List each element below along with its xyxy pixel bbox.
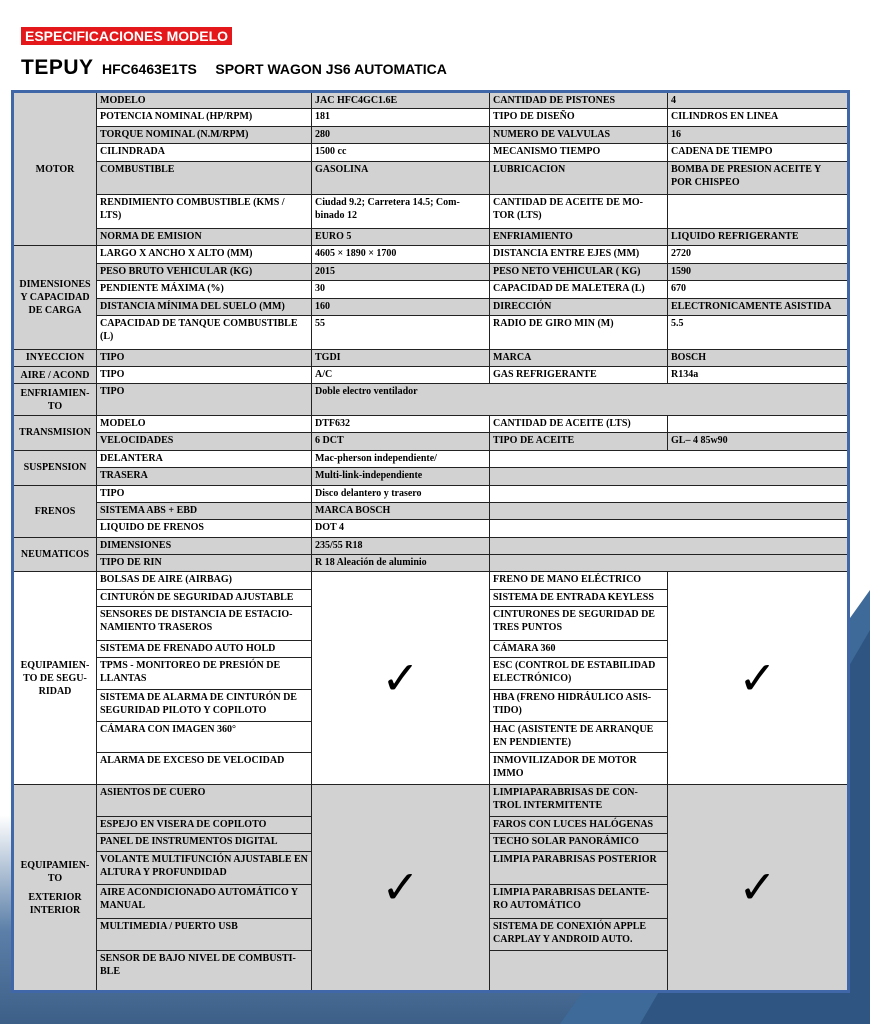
spec-label: NUMERO DE VALVULAS bbox=[490, 126, 668, 143]
feature-item: HAC (ASISTENTE DE ARRANQUE EN PENDIENTE) bbox=[490, 721, 668, 753]
section-dimensiones: DIMENSIONES Y CAPACIDAD DE CARGA bbox=[13, 246, 97, 349]
spec-value: 6 DCT bbox=[312, 433, 490, 450]
section-exterior-label: EQUIPAMIEN-TO bbox=[20, 859, 90, 884]
table-row bbox=[13, 537, 849, 554]
spec-empty bbox=[490, 450, 849, 467]
section-badge: ESPECIFICACIONES MODELO bbox=[21, 27, 232, 45]
feature-item: FAROS CON LUCES HALÓGENAS bbox=[490, 816, 668, 833]
section-enfriamiento: ENFRIAMIEN-TO bbox=[13, 384, 97, 416]
spec-value: BOMBA DE PRESION ACEITE Y POR CHISPEO bbox=[668, 161, 849, 195]
spec-label: TIPO bbox=[97, 485, 312, 502]
spec-value: Disco delantero y trasero bbox=[312, 485, 490, 502]
spec-value: EURO 5 bbox=[312, 229, 490, 246]
spec-label: RENDIMIENTO COMBUSTIBLE (KMS / LTS) bbox=[97, 195, 312, 229]
check-icon: ✓ bbox=[312, 572, 490, 785]
section-inyeccion: INYECCION bbox=[13, 349, 97, 366]
spec-label: CANTIDAD DE ACEITE DE MO-TOR (LTS) bbox=[490, 195, 668, 229]
feature-item: SENSOR DE BAJO NIVEL DE COMBUSTI-BLE bbox=[97, 950, 312, 991]
table-row bbox=[13, 450, 849, 467]
section-interior-label: EXTERIOR INTERIOR bbox=[28, 891, 82, 916]
spec-label: GAS REFRIGERANTE bbox=[490, 367, 668, 384]
spec-empty bbox=[490, 537, 849, 554]
spec-table bbox=[11, 90, 850, 993]
spec-value: 55 bbox=[312, 315, 490, 349]
table-row bbox=[13, 349, 849, 366]
spec-label: NORMA DE EMISION bbox=[97, 229, 312, 246]
spec-label: CANTIDAD DE ACEITE (LTS) bbox=[490, 416, 668, 433]
spec-value: ELECTRONICAMENTE ASISTIDA bbox=[668, 298, 849, 315]
feature-item: PANEL DE INSTRUMENTOS DIGITAL bbox=[97, 834, 312, 851]
spec-label: TIPO DE ACEITE bbox=[490, 433, 668, 450]
page-title bbox=[21, 56, 447, 80]
feature-item: HBA (FRENO HIDRÁULICO ASIS-TIDO) bbox=[490, 690, 668, 722]
spec-value: 2015 bbox=[312, 263, 490, 280]
feature-item: FRENO DE MANO ELÉCTRICO bbox=[490, 572, 668, 589]
spec-value: BOSCH bbox=[668, 349, 849, 366]
table-row bbox=[13, 520, 849, 537]
section-neumaticos: NEUMATICOS bbox=[13, 537, 97, 572]
table-row bbox=[13, 555, 849, 572]
spec-value: Mac-pherson independiente/ bbox=[312, 450, 490, 467]
spec-label: TIPO bbox=[97, 384, 312, 416]
spec-label: CAPACIDAD DE MALETERA (L) bbox=[490, 281, 668, 298]
feature-item: CINTURÓN DE SEGURIDAD AJUSTABLE bbox=[97, 589, 312, 606]
feature-item: SENSORES DE DISTANCIA DE ESTACIO-NAMIENTO TRASEROS bbox=[97, 607, 312, 641]
check-icon: ✓ bbox=[668, 785, 849, 992]
spec-label: TORQUE NOMINAL (N.M/RPM) bbox=[97, 126, 312, 143]
feature-item: SISTEMA DE CONEXIÓN APPLE CARPLAY Y ANDROID AUTO. bbox=[490, 919, 668, 951]
feature-item: TPMS - MONITOREO DE PRESIÓN DE LLANTAS bbox=[97, 658, 312, 690]
section-exterior-interior bbox=[13, 785, 97, 992]
spec-value: 160 bbox=[312, 298, 490, 315]
feature-item: BOLSAS DE AIRE (AIRBAG) bbox=[97, 572, 312, 589]
spec-value: 280 bbox=[312, 126, 490, 143]
table-row bbox=[13, 246, 849, 263]
spec-empty bbox=[490, 502, 849, 519]
feature-item: ESC (CONTROL DE ESTABILIDAD ELECTRÓNICO) bbox=[490, 658, 668, 690]
spec-empty bbox=[490, 520, 849, 537]
model-code: HFC6463E1TS bbox=[101, 61, 197, 77]
spec-value: JAC HFC4GC1.6E bbox=[312, 92, 490, 109]
spec-value: 670 bbox=[668, 281, 849, 298]
spec-label: TIPO DE DISEÑO bbox=[490, 109, 668, 126]
spec-value: 2720 bbox=[668, 246, 849, 263]
spec-value: R 18 Aleación de aluminio bbox=[312, 555, 490, 572]
feature-item: TECHO SOLAR PANORÁMICO bbox=[490, 834, 668, 851]
spec-value bbox=[668, 416, 849, 433]
table-row bbox=[13, 229, 849, 246]
spec-value: 4 bbox=[668, 92, 849, 109]
spec-label: MECANISMO TIEMPO bbox=[490, 144, 668, 161]
brand-name: TEPUY bbox=[21, 56, 94, 79]
table-row bbox=[13, 92, 849, 109]
feature-item: ASIENTOS DE CUERO bbox=[97, 785, 312, 817]
feature-item: CÁMARA CON IMAGEN 360° bbox=[97, 721, 312, 753]
spec-label: TIPO bbox=[97, 367, 312, 384]
table-row bbox=[13, 502, 849, 519]
spec-value: TGDI bbox=[312, 349, 490, 366]
feature-item: INMOVILIZADOR DE MOTOR IMMO bbox=[490, 753, 668, 785]
spec-label: ENFRIAMIENTO bbox=[490, 229, 668, 246]
feature-item: ESPEJO EN VISERA DE COPILOTO bbox=[97, 816, 312, 833]
feature-item bbox=[490, 950, 668, 991]
spec-value: 1590 bbox=[668, 263, 849, 280]
table-row bbox=[13, 281, 849, 298]
spec-label: DISTANCIA ENTRE EJES (MM) bbox=[490, 246, 668, 263]
section-aire: AIRE / ACOND bbox=[13, 367, 97, 384]
spec-value: 16 bbox=[668, 126, 849, 143]
section-motor: MOTOR bbox=[13, 92, 97, 246]
spec-value: R134a bbox=[668, 367, 849, 384]
spec-value: GL– 4 85w90 bbox=[668, 433, 849, 450]
spec-label: LARGO X ANCHO X ALTO (MM) bbox=[97, 246, 312, 263]
spec-label: DIMENSIONES bbox=[97, 537, 312, 554]
table-row bbox=[13, 109, 849, 126]
spec-label: CILINDRADA bbox=[97, 144, 312, 161]
table-row bbox=[13, 144, 849, 161]
table-row bbox=[13, 433, 849, 450]
spec-value: Doble electro ventilador bbox=[312, 384, 849, 416]
spec-label: MARCA bbox=[490, 349, 668, 366]
spec-value: CADENA DE TIEMPO bbox=[668, 144, 849, 161]
spec-label: CANTIDAD DE PISTONES bbox=[490, 92, 668, 109]
spec-label: SISTEMA ABS + EBD bbox=[97, 502, 312, 519]
spec-empty bbox=[490, 485, 849, 502]
spec-label: LIQUIDO DE FRENOS bbox=[97, 520, 312, 537]
spec-value: 5.5 bbox=[668, 315, 849, 349]
feature-item: LIMPIAPARABRISAS DE CON-TROL INTERMITENTE bbox=[490, 785, 668, 817]
check-icon: ✓ bbox=[668, 572, 849, 785]
spec-value: 30 bbox=[312, 281, 490, 298]
feature-item: VOLANTE MULTIFUNCIÓN AJUSTABLE EN ALTURA Y PROFUNDIDAD bbox=[97, 851, 312, 885]
spec-label: TIPO DE RIN bbox=[97, 555, 312, 572]
table-row bbox=[13, 572, 849, 589]
spec-value: Multi-link-independiente bbox=[312, 468, 490, 485]
spec-empty bbox=[490, 555, 849, 572]
feature-item: SISTEMA DE FRENADO AUTO HOLD bbox=[97, 640, 312, 657]
spec-value: MARCA BOSCH bbox=[312, 502, 490, 519]
table-row bbox=[13, 315, 849, 349]
feature-item: SISTEMA DE ENTRADA KEYLESS bbox=[490, 589, 668, 606]
trim-name: SPORT WAGON JS6 AUTOMATICA bbox=[215, 61, 447, 77]
spec-label: MODELO bbox=[97, 92, 312, 109]
section-frenos: FRENOS bbox=[13, 485, 97, 537]
spec-label: PENDIENTE MÁXIMA (%) bbox=[97, 281, 312, 298]
check-icon: ✓ bbox=[312, 785, 490, 992]
table-row bbox=[13, 485, 849, 502]
spec-label: TRASERA bbox=[97, 468, 312, 485]
spec-value: 1500 cc bbox=[312, 144, 490, 161]
feature-item: SISTEMA DE ALARMA DE CINTURÓN DE SEGURIDAD PILOTO Y COPILOTO bbox=[97, 690, 312, 722]
spec-value: CILINDROS EN LINEA bbox=[668, 109, 849, 126]
spec-value: DOT 4 bbox=[312, 520, 490, 537]
spec-label: CAPACIDAD DE TANQUE COMBUSTIBLE (L) bbox=[97, 315, 312, 349]
spec-value: LIQUIDO REFRIGERANTE bbox=[668, 229, 849, 246]
table-row bbox=[13, 263, 849, 280]
spec-label: RADIO DE GIRO MIN (M) bbox=[490, 315, 668, 349]
feature-item: CÁMARA 360 bbox=[490, 640, 668, 657]
spec-value: Ciudad 9.2; Carretera 14.5; Com-binado 12 bbox=[312, 195, 490, 229]
spec-label: LUBRICACION bbox=[490, 161, 668, 195]
table-row bbox=[13, 367, 849, 384]
table-row bbox=[13, 195, 849, 229]
spec-label: DIRECCIÓN bbox=[490, 298, 668, 315]
table-row bbox=[13, 468, 849, 485]
spec-value: A/C bbox=[312, 367, 490, 384]
table-row bbox=[13, 161, 849, 195]
spec-label: DISTANCIA MÍNIMA DEL SUELO (MM) bbox=[97, 298, 312, 315]
table-row bbox=[13, 126, 849, 143]
spec-value: GASOLINA bbox=[312, 161, 490, 195]
spec-label: PESO BRUTO VEHICULAR (KG) bbox=[97, 263, 312, 280]
feature-item: CINTURONES DE SEGURIDAD DE TRES PUNTOS bbox=[490, 607, 668, 641]
feature-item: LIMPIA PARABRISAS POSTERIOR bbox=[490, 851, 668, 885]
spec-value: 4605 × 1890 × 1700 bbox=[312, 246, 490, 263]
spec-label: TIPO bbox=[97, 349, 312, 366]
spec-value: 181 bbox=[312, 109, 490, 126]
feature-item: AIRE ACONDICIONADO AUTOMÁTICO Y MANUAL bbox=[97, 885, 312, 919]
feature-item: MULTIMEDIA / PUERTO USB bbox=[97, 919, 312, 951]
spec-label: MODELO bbox=[97, 416, 312, 433]
spec-label: PESO NETO VEHICULAR ( KG) bbox=[490, 263, 668, 280]
section-transmision: TRANSMISION bbox=[13, 416, 97, 451]
feature-item: LIMPIA PARABRISAS DELANTE-RO AUTOMÁTICO bbox=[490, 885, 668, 919]
spec-label: VELOCIDADES bbox=[97, 433, 312, 450]
section-suspension: SUSPENSION bbox=[13, 450, 97, 485]
spec-empty bbox=[490, 468, 849, 485]
table-row bbox=[13, 298, 849, 315]
spec-value bbox=[668, 195, 849, 229]
spec-value: 235/55 R18 bbox=[312, 537, 490, 554]
table-row bbox=[13, 384, 849, 416]
spec-label: DELANTERA bbox=[97, 450, 312, 467]
feature-item: ALARMA DE EXCESO DE VELOCIDAD bbox=[97, 753, 312, 785]
table-row bbox=[13, 416, 849, 433]
spec-value: DTF632 bbox=[312, 416, 490, 433]
table-row bbox=[13, 785, 849, 817]
spec-label: POTENCIA NOMINAL (HP/RPM) bbox=[97, 109, 312, 126]
section-seguridad: EQUIPAMIEN-TO DE SEGU-RIDAD bbox=[13, 572, 97, 785]
spec-label: COMBUSTIBLE bbox=[97, 161, 312, 195]
